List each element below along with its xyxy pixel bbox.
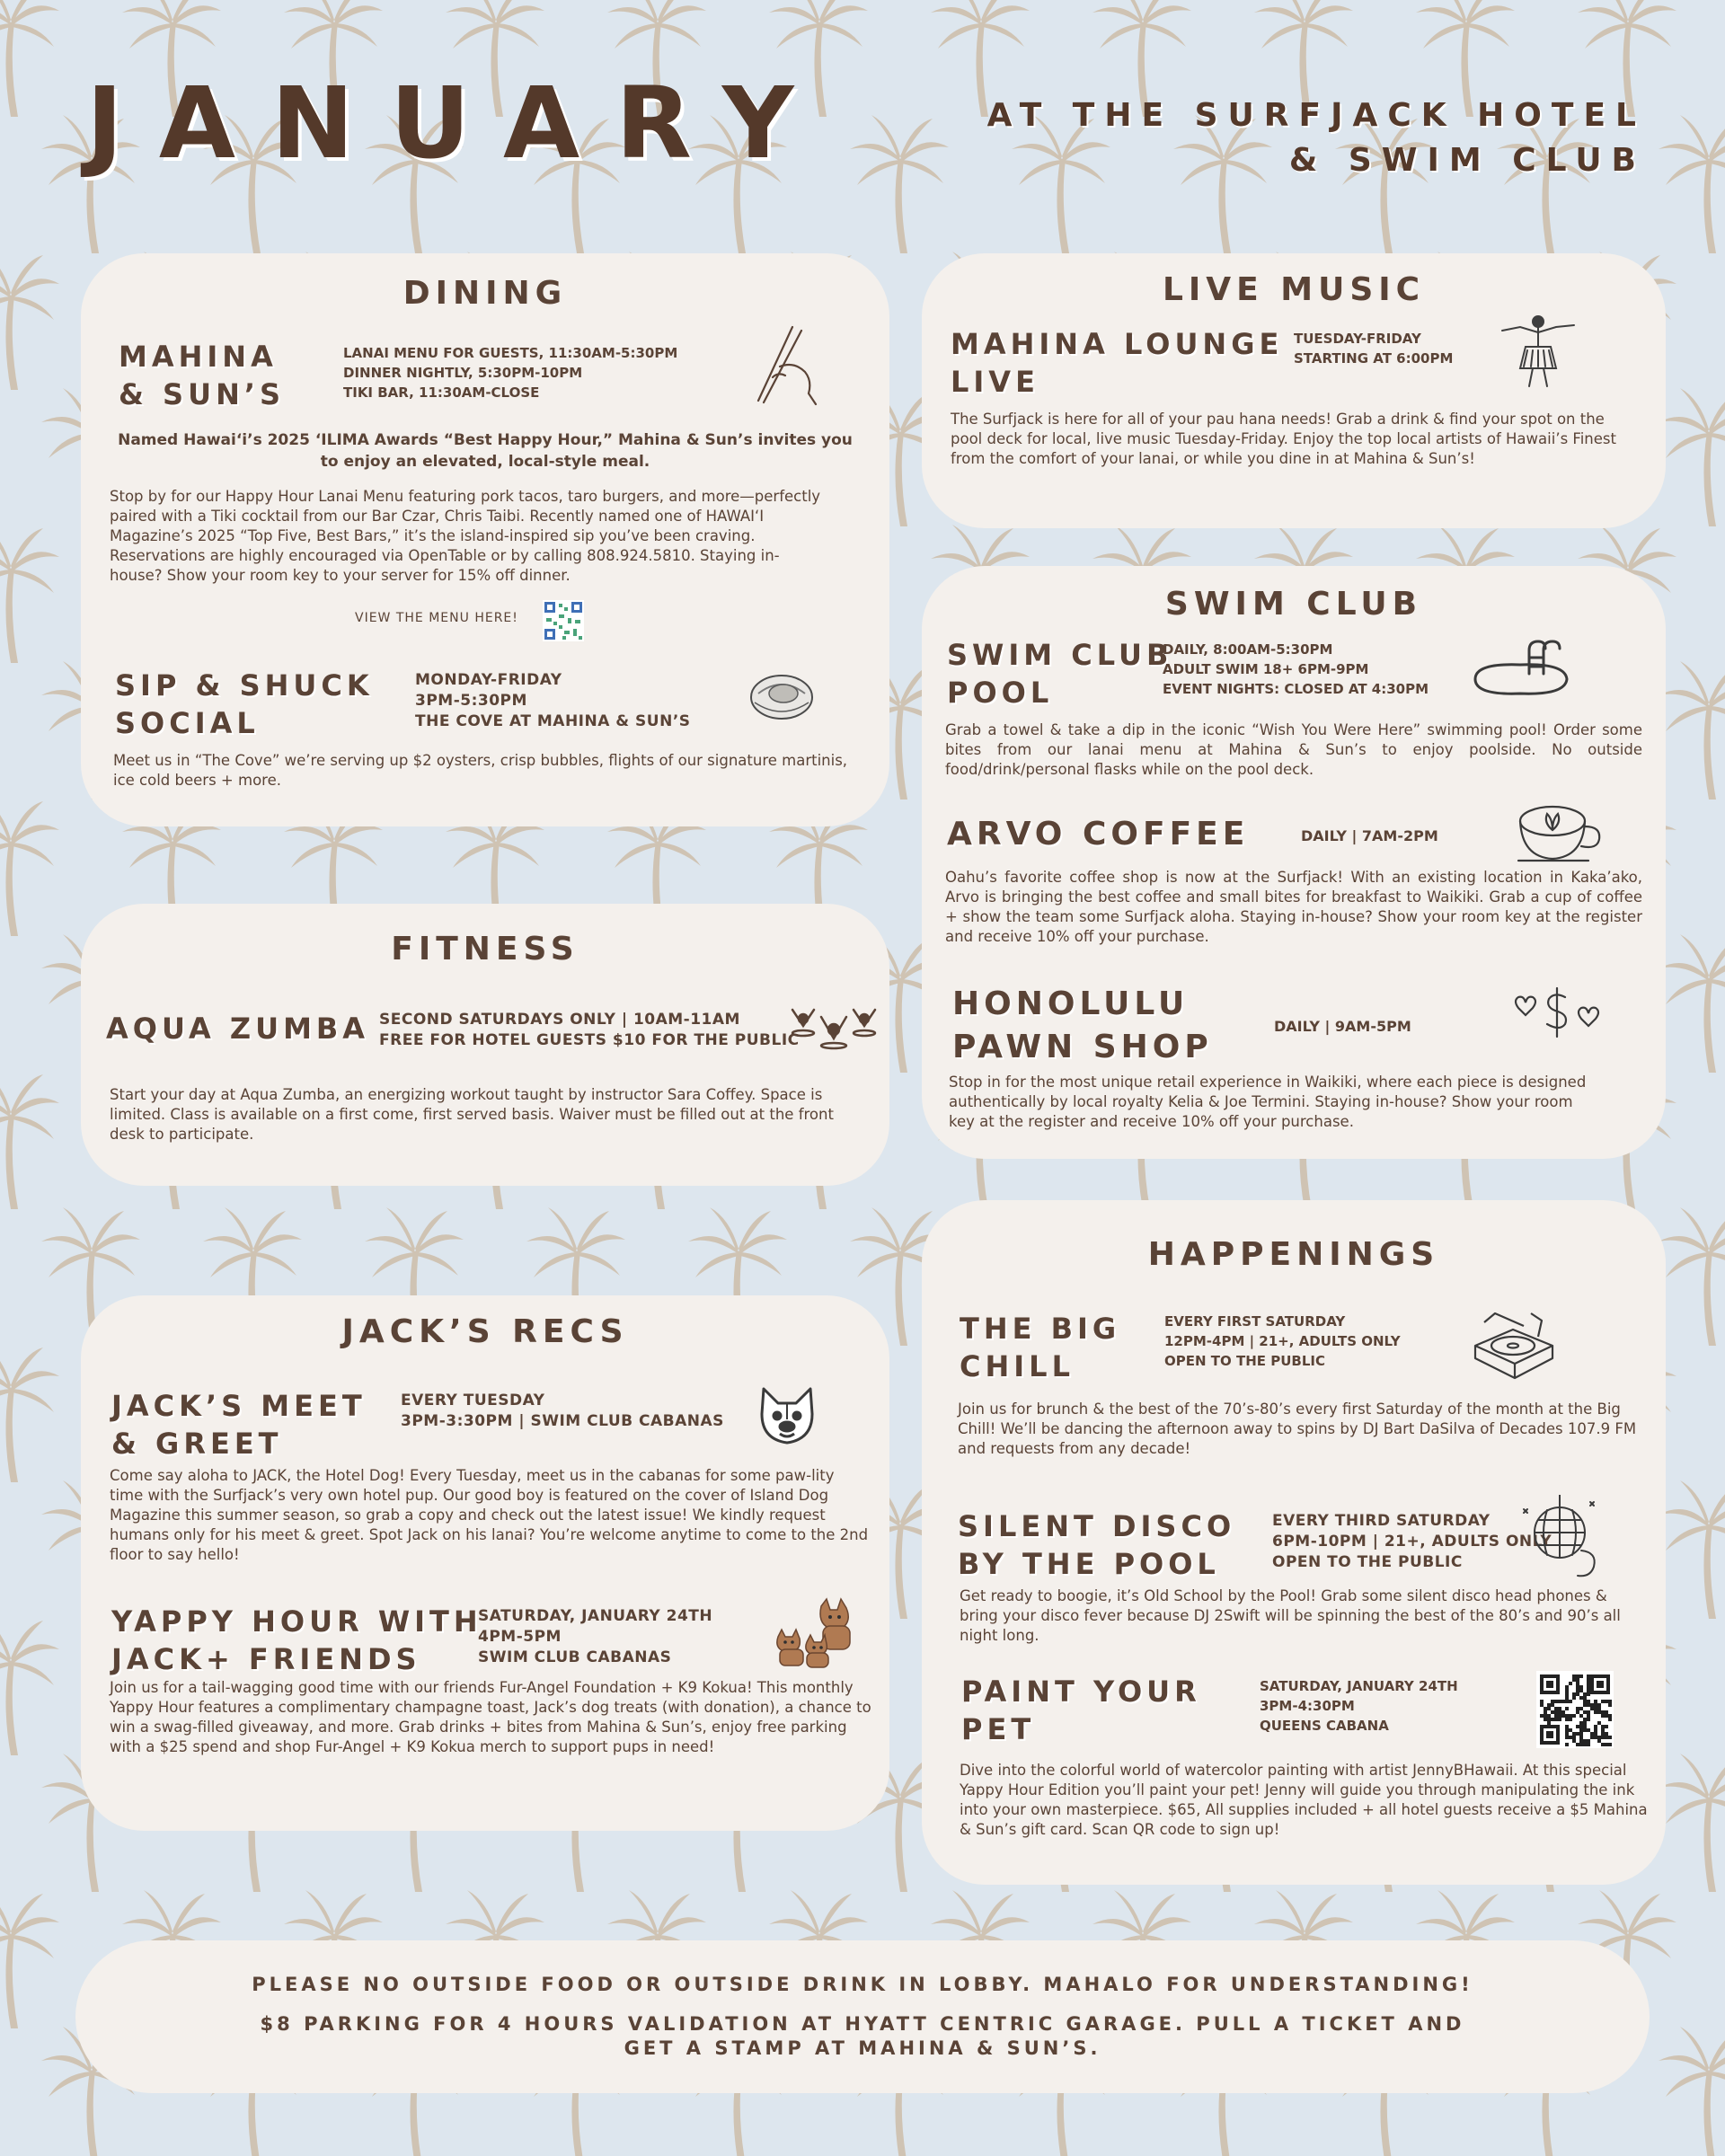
mahina-lounge-title-line2: LIVE [951,365,1039,399]
hotel-name [837,93,1646,183]
schedule-line: OPEN TO THE PUBLIC [1164,1353,1325,1369]
view-menu-link[interactable]: VIEW THE MENU HERE! [355,611,518,625]
sip-shuck-title [115,667,374,742]
silent-disco-description: Get ready to boogie, it’s Old School by the Pool! Grab some silent disco head phones & bring your disco fever because DJ 2Swift will be spinning the best of the 80’s and 90’s all night long. [960,1587,1621,1644]
paint-pet-title [961,1673,1201,1748]
yappy-hour-schedule [478,1606,712,1668]
big-chill-title-line1: THE BIG [960,1312,1121,1346]
pawn-shop-title [952,983,1213,1069]
footer-panel [75,1940,1650,2093]
yappy-hour-title-line1: YAPPY HOUR WITH [111,1604,482,1639]
schedule-line: SWIM CLUB CABANAS [478,1648,672,1666]
dog-face-icon [755,1383,819,1448]
mahina-description: Stop by for our Happy Hour Lanai Menu featuring pork tacos, taro burgers, and more—perfectly paired with a Tiki cocktail from our Bar Czar, Chris Taibi. Recently named one of HAWAI‘I Magazine’s 2025 “Top Five, Best Bars,” it’s the island-inspired sip you’ve been craving. Reservations are highly encouraged via OpenTable or by calling 808.924.5810. Staying in-house? Show your room key to your server for 15% off dinner. [110,488,821,584]
fitness-panel [81,904,889,1186]
schedule-line: LANAI MENU FOR GUESTS, 11:30AM-5:30PM [343,345,678,361]
dining-section-title: DINING [402,275,568,312]
big-chill-schedule [1164,1312,1401,1371]
pawn-shop-title-line2: PAWN SHOP [952,1029,1213,1065]
schedule-line: FREE FOR HOTEL GUESTS $10 FOR THE PUBLIC [379,1031,800,1049]
mahina-lounge-description: The Surfjack is here for all of your pau hana needs! Grab a drink & find your spot on the pool deck for local, live music Tuesday-Friday. Enjoy the top local artists of Hawaii’s Finest from the comfort of your lanai, or while you dine in at Mahina & Sun’s! [951,411,1616,467]
schedule-line: STARTING AT 6:00PM [1294,350,1454,367]
mahina-schedule [343,343,677,402]
paint-pet-title-line1: PAINT YOUR [961,1674,1201,1709]
mahina-lounge-title [951,325,1283,401]
schedule-line: SATURDAY, JANUARY 24TH [1260,1678,1458,1694]
schedule-line: SATURDAY, JANUARY 24TH [478,1607,713,1625]
swim-pool-title-line1: SWIM CLUB [947,638,1173,672]
schedule-line: MONDAY-FRIDAY [415,671,562,689]
menu-qr-code-icon[interactable] [543,600,584,641]
yappy-hour-title [111,1603,482,1678]
mahina-title [119,338,285,413]
yappy-hour-description: Join us for a tail-wagging good time with our friends Fur-Angel Foundation + K9 Kokua! This monthly Yappy Hour features a complimentary champagne toast, Jack’s dog treats (with donation), a chance to win a swag-filled giveaway, and more. Grab drinks + bites from Mahina & Sun’s, enjoy free parking with a $25 spend and shop Fur-Angel + K9 Kokua merch to support pups in need! [110,1679,871,1755]
meet-greet-title [111,1387,367,1462]
swim-pool-description: Grab a towel & take a dip in the iconic “Wish You Were Here” swimming pool! Order some bites from our lanai menu at Mahina & Sun’s to enjoy poolside. No outside food/drink/personal flasks while on the pool deck. [945,721,1642,778]
dogs-icon [771,1597,868,1671]
swim-club-panel [922,566,1666,1159]
schedule-line: EVERY TUESDAY [401,1392,545,1409]
disco-ball-icon [1518,1495,1601,1581]
mahina-lead: Named Hawai‘i’s 2025 ‘ILIMA Awards “Best Happy Hour,” Mahina & Sun’s invites you to enjoy an elevated, local-style meal. [118,431,853,471]
qr-code-icon[interactable] [1536,1671,1614,1748]
swim-pool-title [947,636,1172,711]
oyster-icon [746,667,818,724]
hotel-name-line1: AT THE SURFJACK HOTEL [986,97,1646,134]
coffee-cup-icon [1511,801,1605,866]
big-chill-title [960,1310,1120,1385]
live-music-section-title: LIVE MUSIC [1162,271,1426,308]
live-music-panel [922,253,1666,528]
sip-shuck-title-line1: SIP & SHUCK [115,668,374,702]
yappy-hour-title-line2: JACK+ FRIENDS [111,1642,421,1676]
meet-greet-schedule [401,1391,724,1432]
mahina-title-line1: MAHINA [119,340,278,374]
pool-ladder-icon [1466,638,1574,702]
swim-club-section-title: SWIM CLUB [1164,586,1423,623]
swim-pool-title-line2: POOL [947,676,1054,710]
silent-disco-title-line1: SILENT DISCO [958,1509,1236,1543]
fitness-section-title: FITNESS [391,931,579,968]
silent-disco-title-line2: BY THE POOL [958,1547,1220,1581]
schedule-line: 4PM-5PM [478,1628,562,1646]
happenings-panel [922,1200,1666,1885]
paint-pet-title-line2: PET [961,1712,1036,1746]
schedule-line: DAILY, 8:00AM-5:30PM [1163,641,1333,658]
big-chill-description: Join us for brunch & the best of the 70’s-80’s every first Saturday of the month at the Big Chill! We’ll be dancing the afternoon away to spins by DJ Bart DaSilva of Decades 107.9 FM and requests from any decade! [958,1401,1637,1457]
paint-pet-description: Dive into the colorful world of watercolor painting with artist JennyBHawaii. At this special Yappy Hour Edition you’ll paint your pet! Jenny will guide you through manipulating the ink into your own masterpiece. $65, All supplies included + all hotel guests receive a $5 Mahina & Sun’s gift card. Scan QR code to sign up! [960,1762,1648,1838]
schedule-line: THE COVE AT MAHINA & SUN’S [415,712,691,730]
schedule-line: DINNER NIGHTLY, 5:30PM-10PM [343,365,583,381]
footer-notice-food: PLEASE NO OUTSIDE FOOD OR OUTSIDE DRINK IN LOBBY. MAHALO FOR UNDERSTANDING! [252,1974,1473,1995]
schedule-line: TUESDAY-FRIDAY [1294,331,1421,347]
dining-panel [81,253,889,826]
sip-shuck-description: Meet us in “The Cove” we’re serving up $2 oysters, crisp bubbles, flights of our signature martinis, ice cold beers + more. [113,752,848,789]
schedule-line: EVERY FIRST SATURDAY [1164,1313,1346,1330]
paint-pet-schedule [1260,1676,1458,1736]
silent-disco-title [958,1507,1235,1583]
mahina-title-line2: & SUN’S [119,377,286,411]
aqua-zumba-schedule [379,1010,800,1051]
meet-greet-description: Come say aloha to JACK, the Hotel Dog! Every Tuesday, meet us in the cabanas for some paw-lity time with the Surfjack’s very own hotel pup. Our good boy is featured on the cover of Island Dog Magazine this summer season, so grab a copy and check out the latest issue! We kindly request humans only for his meet & greet. Spot Jack on his lanai? You’re welcome anytime to come to the 2nd floor to say hello! [110,1467,869,1563]
chopsticks-icon [746,322,818,411]
meet-greet-title-line1: JACK’S MEET [111,1389,367,1423]
schedule-line: 3PM-3:30PM | SWIM CLUB CABANAS [401,1412,724,1430]
sip-shuck-title-line2: SOCIAL [115,706,260,740]
happenings-section-title: HAPPENINGS [1147,1236,1440,1273]
swimmers-icon [789,1003,879,1053]
schedule-line: 12PM-4PM | 21+, ADULTS ONLY [1164,1333,1401,1349]
swim-pool-schedule [1163,640,1429,699]
arvo-coffee-schedule [1301,826,1438,846]
mahina-lounge-title-line1: MAHINA LOUNGE [951,327,1284,361]
schedule-line: TIKI BAR, 11:30AM-CLOSE [343,384,540,401]
hotel-name-line2: & SWIM CLUB [1288,142,1646,179]
hula-dancer-icon [1493,307,1579,393]
pawn-shop-schedule [1274,1017,1411,1037]
schedule-line: QUEENS CABANA [1260,1718,1389,1734]
big-chill-title-line2: CHILL [960,1349,1075,1383]
jacks-recs-panel [81,1295,889,1831]
footer-notice-parking: $8 PARKING FOR 4 HOURS VALIDATION AT HYATT CENTRIC GARAGE. PULL A TICKET AND GET A STAMP AT MAHINA & SUN’S. [260,2013,1465,2059]
pawn-shop-description: Stop in for the most unique retail experience in Waikiki, where each piece is designed authentically by local royalty Kelia & Joe Termini. Staying in-house? Show your room key at the register and receive 10% off your purchase. [949,1074,1587,1130]
silent-disco-schedule [1272,1511,1552,1573]
meet-greet-title-line2: & GREET [111,1427,283,1461]
dollar-hearts-icon [1509,983,1603,1046]
schedule-line: DAILY | 9AM-5PM [1274,1018,1411,1035]
schedule-line: 3PM-5:30PM [415,692,527,710]
mahina-lounge-schedule [1294,329,1453,368]
schedule-line: EVERY THIRD SATURDAY [1272,1512,1491,1530]
schedule-line: EVENT NIGHTS: CLOSED AT 4:30PM [1163,681,1429,697]
schedule-line: OPEN TO THE PUBLIC [1272,1553,1463,1571]
schedule-line: 6PM-10PM | 21+, ADULTS ONLY [1272,1533,1552,1551]
schedule-line: ADULT SWIM 18+ 6PM-9PM [1163,661,1369,677]
schedule-line: 3PM-4:30PM [1260,1698,1355,1714]
schedule-line: SECOND SATURDAYS ONLY | 10AM-11AM [379,1011,740,1029]
pawn-shop-title-line1: HONOLULU [952,985,1190,1022]
arvo-coffee-title: ARVO COFFEE [947,816,1250,853]
page-title: JANUARY [86,66,830,181]
sip-shuck-schedule [415,670,691,732]
arvo-coffee-description: Oahu’s favorite coffee shop is now at the Surfjack! With an existing location in Kaka’ako, Arvo is bringing the best coffee and small bites for breakfast to Waikiki. Grab a cup of coffee + show the team some Surfjack aloha. Staying in-house? Show your room key at the register and receive 10% off your purchase. [945,869,1642,945]
jacks-recs-section-title: JACK’S RECS [341,1313,629,1350]
schedule-line: DAILY | 7AM-2PM [1301,827,1438,844]
record-player-icon [1470,1310,1556,1385]
aqua-zumba-description: Start your day at Aqua Zumba, an energizing workout taught by instructor Sara Coffey. Space is limited. Class is available on a first come, first served basis. Waiver must be filled out at the front desk to participate. [110,1086,834,1143]
aqua-zumba-title: AQUA ZUMBA [106,1012,370,1046]
